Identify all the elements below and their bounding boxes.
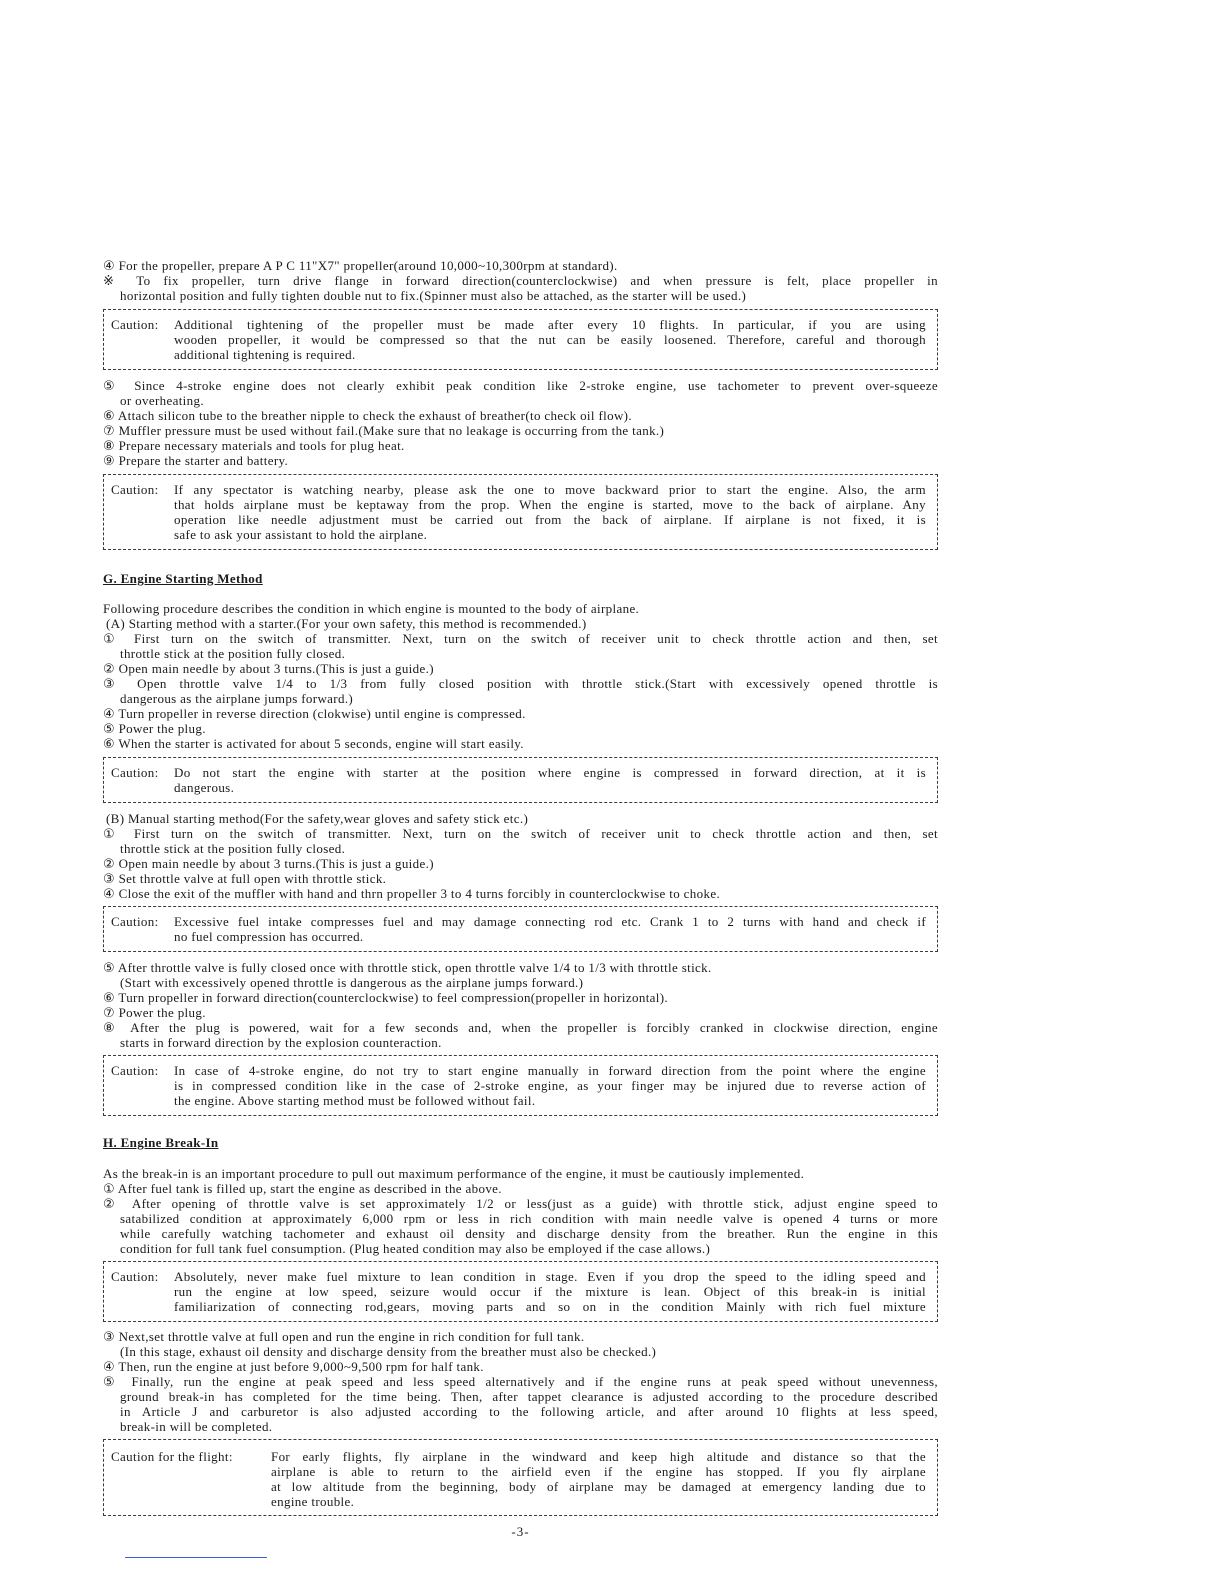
caution-line: For early flights, fly airplane in the windward and keep high altitude and distance so that the: [271, 1449, 926, 1464]
method-a-step-1-cont: throttle stick at the position fully closed.: [120, 646, 346, 661]
method-b-step-8: ⑧ After the plug is powered, wait for a few seconds and, when the propeller is forcibly cranked in clockwise direction, engine: [103, 1020, 938, 1035]
caution-label: Caution:: [111, 1269, 159, 1284]
caution-line: is in compressed condition like in the case of 2-stroke engine, as your finger may be injured due to reverse action of: [174, 1078, 926, 1093]
method-a-step-1: ① First turn on the switch of transmitter. Next, turn on the switch of receiver unit to check throttle action and then, set: [103, 631, 938, 646]
break-in-step-5-cont: break-in will be completed.: [120, 1419, 273, 1434]
break-in-step-2-cont: while carefully watching tachometer and exhaust oil density and discharge density from the breather. Run the engine in this: [120, 1226, 938, 1241]
caution-line: If any spectator is watching nearby, please ask the one to move backward prior to start the engine. Also, the arm: [174, 482, 926, 497]
method-a-step-3: ③ Open throttle valve 1/4 to 1/3 from fully closed position with throttle stick.(Start with excessively opened throttle is: [103, 676, 938, 691]
method-a-step-2: ② Open main needle by about 3 turns.(This is just a guide.): [103, 661, 434, 676]
caution-label: Caution:: [111, 482, 159, 497]
caution-text: [174, 1063, 926, 1108]
method-b-step-5: ⑤ After throttle valve is fully closed once with throttle stick, open throttle valve 1/4 to 1/3 with throttle stick.: [103, 960, 712, 975]
section-intro: As the break-in is an important procedure to pull out maximum performance of the engine, it must be cautiously implemented.: [103, 1166, 805, 1181]
caution-box-manual-start: [103, 1055, 938, 1116]
caution-box-spectator: [103, 474, 938, 550]
method-a-step-5: ⑤ Power the plug.: [103, 721, 206, 736]
step-8-materials: ⑧ Prepare necessary materials and tools for plug heat.: [103, 438, 405, 453]
caution-box-flight: [103, 1439, 938, 1516]
caution-line: run the engine at low speed, seizure would occur if the mixture is lean. Object of this break-in is initial: [174, 1284, 926, 1299]
note-propeller-fix-cont: horizontal position and fully tighten double nut to fix.(Spinner must also be attached, as the starter will be used.): [120, 288, 747, 303]
caution-box-propeller: [103, 309, 938, 370]
caution-label: Caution:: [111, 1063, 159, 1078]
caution-text: [174, 317, 926, 362]
method-b-step-8-cont: starts in forward direction by the explosion counteraction.: [120, 1035, 442, 1050]
caution-box-starter-compressed: [103, 757, 938, 803]
method-a-step-6: ⑥ When the starter is activated for about 5 seconds, engine will start easily.: [103, 736, 524, 751]
method-b-step-1-cont: throttle stick at the position fully closed.: [120, 841, 346, 856]
method-b-step-7: ⑦ Power the plug.: [103, 1005, 206, 1020]
method-b-step-6: ⑥ Turn propeller in forward direction(counterclockwise) to feel compression(propeller in horizontal).: [103, 990, 669, 1005]
step-6-silicon-tube: ⑥ Attach silicon tube to the breather nipple to check the exhaust of breather(to check oil flow).: [103, 408, 632, 423]
caution-label: Caution for the flight:: [111, 1449, 233, 1464]
caution-line: In case of 4-stroke engine, do not try to start engine manually in forward direction from the point where the engine: [174, 1063, 926, 1078]
method-a-title: (A) Starting method with a starter.(For your own safety, this method is recommended.): [106, 616, 587, 631]
break-in-step-1: ① After fuel tank is filled up, start the engine as described in the above.: [103, 1181, 502, 1196]
break-in-step-2-cont: condition for full tank fuel consumption. (Plug heated condition may also be employed if the case allows.): [120, 1241, 711, 1256]
caution-line: safe to ask your assistant to hold the airplane.: [174, 527, 428, 542]
method-a-step-4: ④ Turn propeller in reverse direction (clokwise) until engine is compressed.: [103, 706, 526, 721]
caution-line: engine trouble.: [271, 1494, 355, 1509]
caution-label: Caution:: [111, 765, 159, 780]
blue-rule: [125, 1557, 267, 1558]
caution-line: airplane is able to return to the airfield even if the engine has stopped. If you fly airplane: [271, 1464, 926, 1479]
caution-label: Caution:: [111, 317, 159, 332]
method-b-step-4: ④ Close the exit of the muffler with hand and thrn propeller 3 to 4 turns forcibly in counterclockwise to choke.: [103, 886, 721, 901]
method-b-step-2: ② Open main needle by about 3 turns.(This is just a guide.): [103, 856, 434, 871]
caution-line: the engine. Above starting method must be followed without fail.: [174, 1093, 536, 1108]
section-intro: Following procedure describes the condition in which engine is mounted to the body of airplane.: [103, 601, 640, 616]
break-in-step-4: ④ Then, run the engine at just before 9,000~9,500 rpm for half tank.: [103, 1359, 484, 1374]
method-b-step-3: ③ Set throttle valve at full open with throttle stick.: [103, 871, 387, 886]
caution-line: operation like needle adjustment must be carried out from the back of airplane. If airplane is not fixed, it is: [174, 512, 926, 527]
break-in-step-5: ⑤ Finally, run the engine at peak speed and less speed alternatively and if the engine runs at peak speed without unevenness,: [103, 1374, 938, 1389]
caution-line: familiarization of connecting rod,gears, moving parts and so on in the condition Mainly with rich fuel mixture: [174, 1299, 926, 1314]
caution-line: Do not start the engine with starter at the position where engine is compressed in forward direction, at it is: [174, 765, 926, 780]
method-b-step-1: ① First turn on the switch of transmitter. Next, turn on the switch of receiver unit to check throttle action and then, set: [103, 826, 938, 841]
caution-line: Excessive fuel intake compresses fuel and may damage connecting rod etc. Crank 1 to 2 turns with hand and check if: [174, 914, 926, 929]
break-in-step-3: ③ Next,set throttle valve at full open and run the engine in rich condition for full tank.: [103, 1329, 585, 1344]
break-in-step-5-cont: ground break-in has completed for the time being. Then, after tappet clearance is adjusted according to the procedure described: [120, 1389, 938, 1404]
method-b-step-5-cont: (Start with excessively opened throttle is dangerous as the airplane jumps forward.): [120, 975, 584, 990]
method-b-title: (B) Manual starting method(For the safety,wear gloves and safety stick etc.): [106, 811, 529, 826]
caution-text: [271, 1449, 926, 1509]
section-heading-engine-starting: G. Engine Starting Method: [103, 571, 263, 586]
caution-label: Caution:: [111, 914, 159, 929]
break-in-step-2-cont: satabilized condition at approximately 6,000 rpm or less in rich condition with main needle valve is opened 4 turns or more: [120, 1211, 938, 1226]
caution-text: [174, 914, 926, 944]
caution-line: dangerous.: [174, 780, 235, 795]
caution-line: Absolutely, never make fuel mixture to lean condition in stage. Even if you drop the speed to the idling speed and: [174, 1269, 926, 1284]
caution-box-lean-mixture: [103, 1261, 938, 1322]
caution-line: additional tightening is required.: [174, 347, 356, 362]
caution-line: no fuel compression has occurred.: [174, 929, 364, 944]
caution-text: [174, 482, 926, 542]
caution-line: at low altitude from the beginning, body of airplane may be damaged at emergency landing due to: [271, 1479, 926, 1494]
caution-text: [174, 1269, 926, 1314]
caution-line: that holds airplane must be keptaway from the prop. When the engine is started, move to the back of airplane. Any: [174, 497, 926, 512]
break-in-step-5-cont: in Article J and carburetor is also adjusted according to the following article, and after around 10 flights at less speed,: [120, 1404, 938, 1419]
caution-line: wooden propeller, it would be compressed so that the nut can be easily loosened. Therefore, careful and thorough: [174, 332, 926, 347]
page-number: -3-: [511, 1524, 530, 1539]
caution-line: Additional tightening of the propeller must be made after every 10 flights. In particular, if you are using: [174, 317, 926, 332]
step-4-propeller: ④ For the propeller, prepare A P C 11"X7" propeller(around 10,000~10,300rpm at standard).: [103, 258, 618, 273]
step-5-tachometer-cont: or overheating.: [120, 393, 204, 408]
break-in-step-3-cont: (In this stage, exhaust oil density and discharge density from the breather must also be checked.): [120, 1344, 657, 1359]
step-5-tachometer: ⑤ Since 4-stroke engine does not clearly exhibit peak condition like 2-stroke engine, use tachometer to prevent over-squeeze: [103, 378, 938, 393]
caution-text: [174, 765, 926, 795]
caution-box-fuel-intake: [103, 906, 938, 952]
step-7-muffler-pressure: ⑦ Muffler pressure must be used without fail.(Make sure that no leakage is occurring from the tank.): [103, 423, 665, 438]
break-in-step-2: ② After opening of throttle valve is set approximately 1/2 or less(just as a guide) with throttle stick, adjust engine speed to: [103, 1196, 938, 1211]
section-heading-break-in: H. Engine Break-In: [103, 1135, 219, 1150]
step-9-starter-battery: ⑨ Prepare the starter and battery.: [103, 453, 289, 468]
method-a-step-3-cont: dangerous as the airplane jumps forward.): [120, 691, 354, 706]
note-propeller-fix: ※ To fix propeller, turn drive flange in forward direction(counterclockwise) and when pressure is felt, place propeller in: [103, 273, 938, 288]
page-content: [103, 258, 938, 1539]
